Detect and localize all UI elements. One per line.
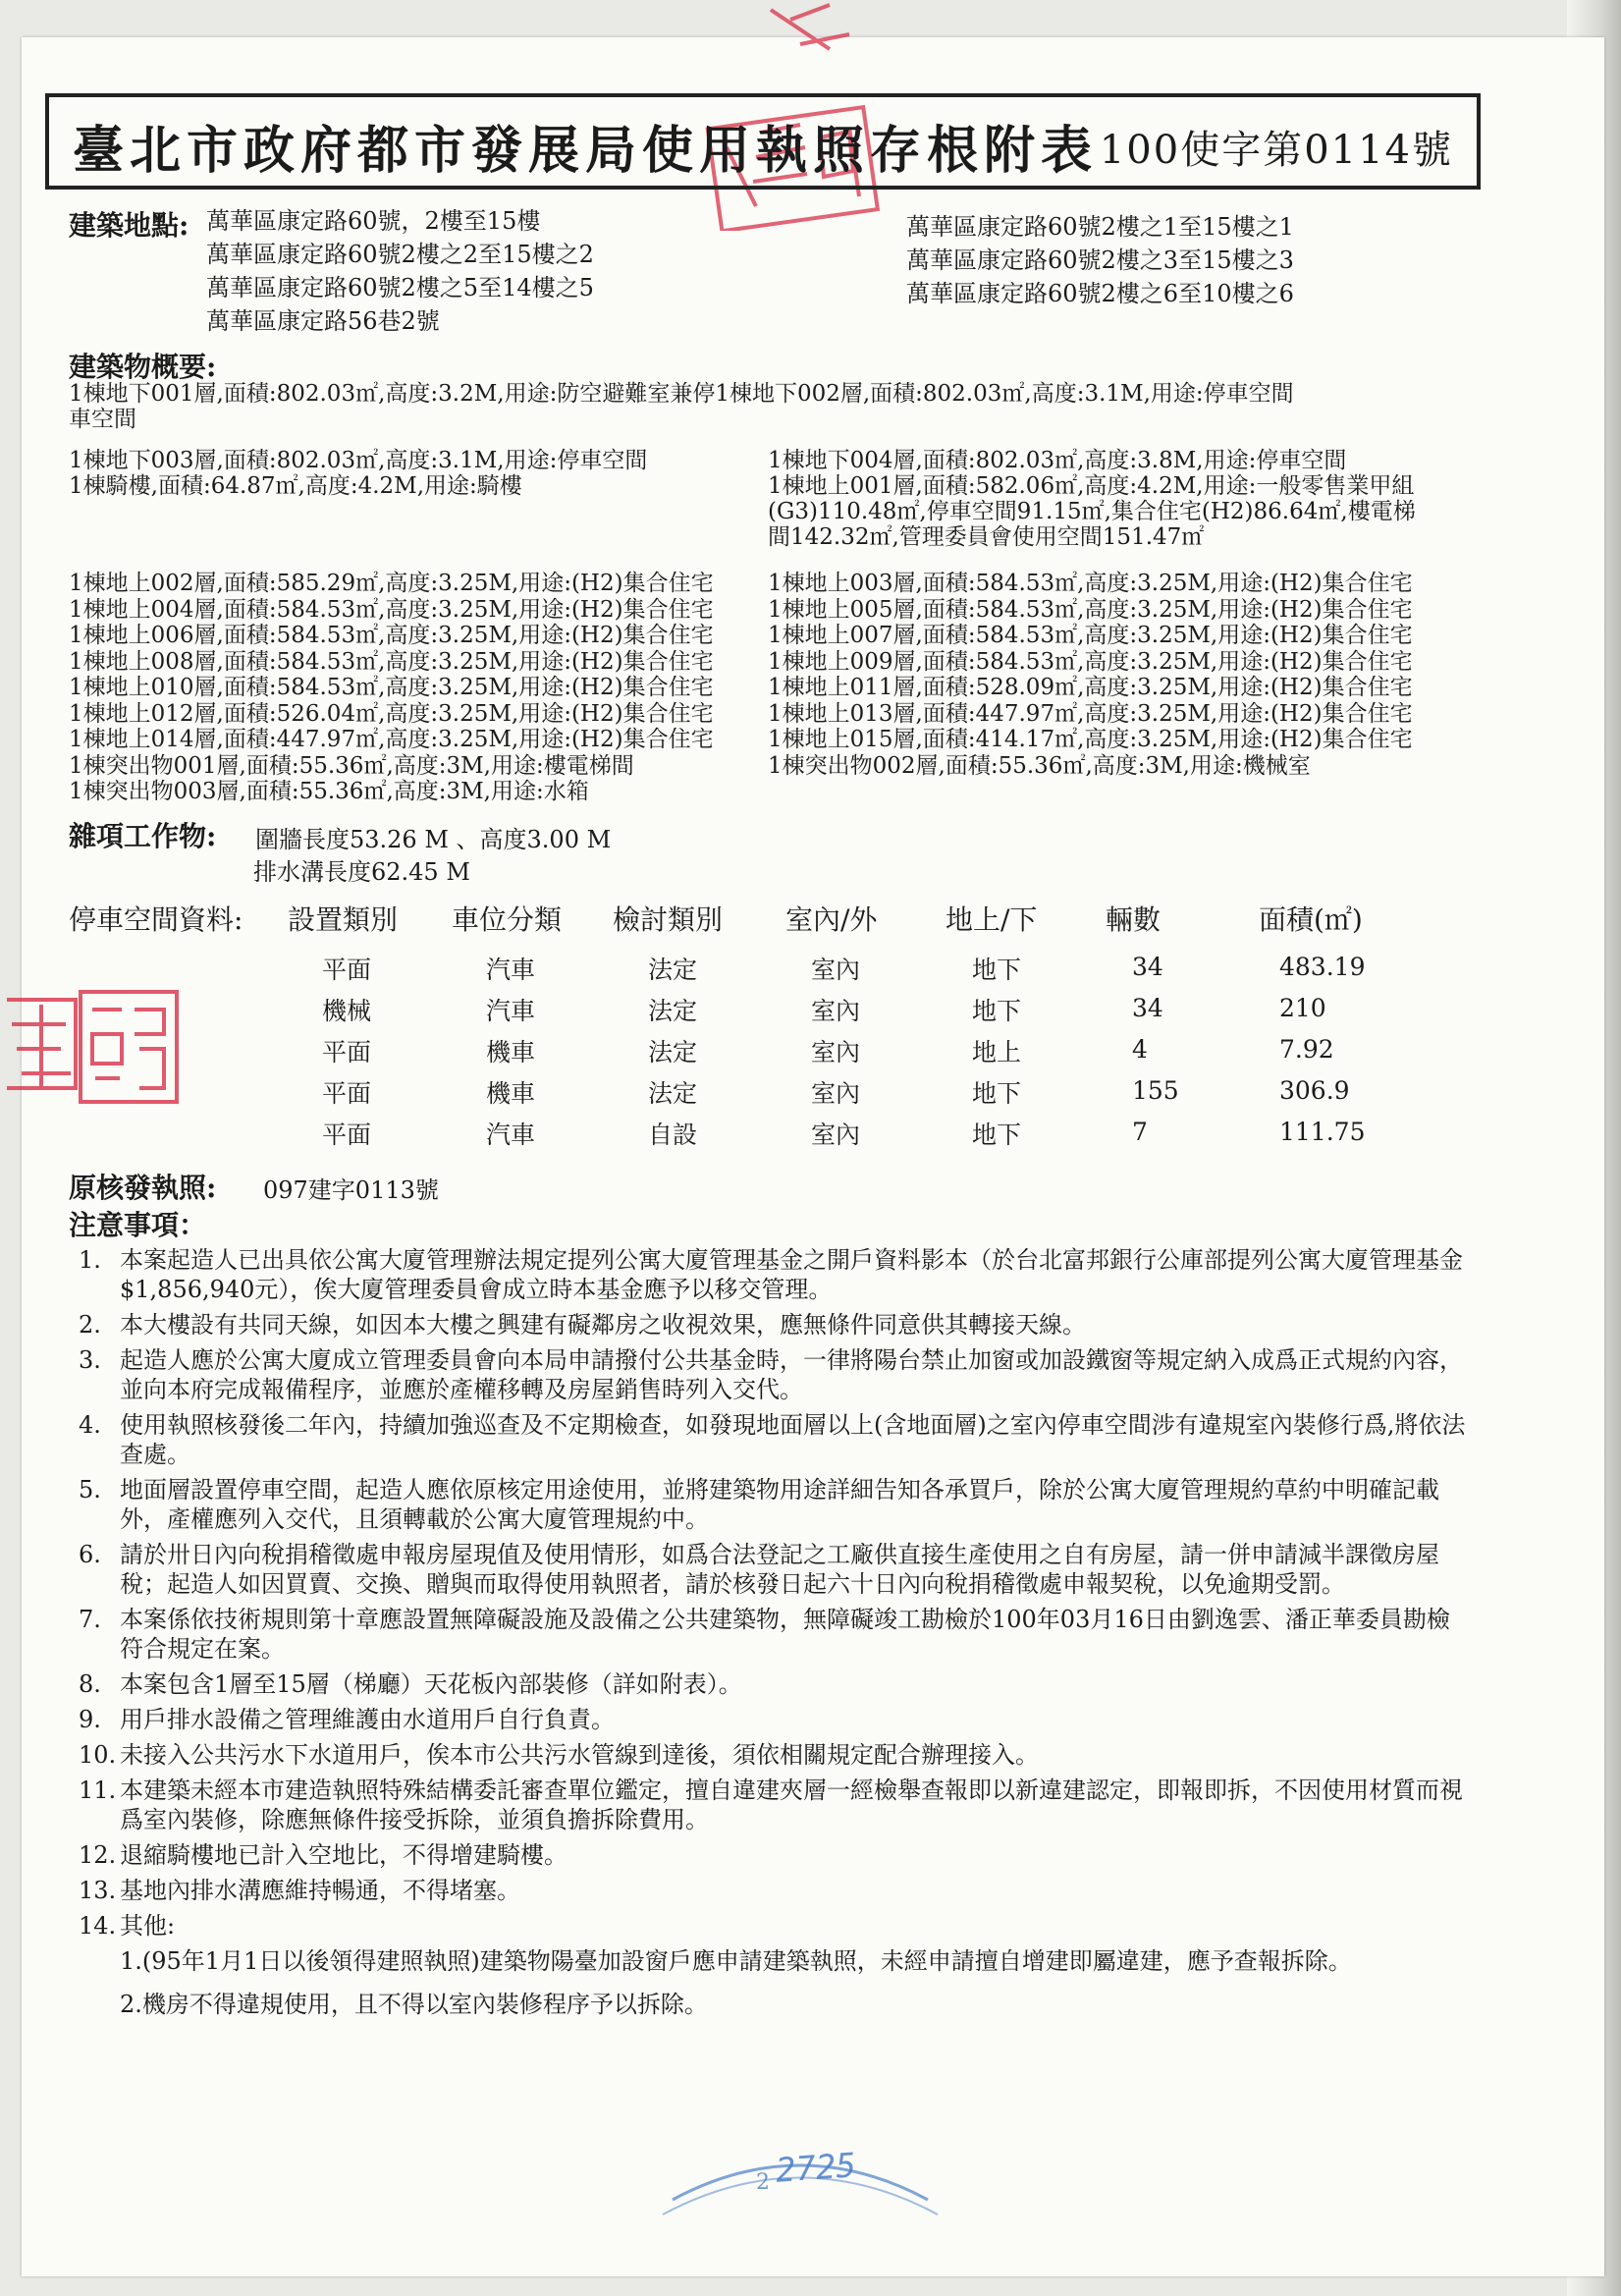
parking-cell: 室內 — [811, 1038, 861, 1066]
parking-header: 面積(㎡) — [1259, 903, 1363, 936]
blue-stamp-number: 2725 — [774, 2146, 858, 2191]
note-item: 11. 本建築未經本市建造執照特殊結構委託審查單位鑑定，擅自違建夾層一經檢舉查報即以新違建認定，即報即拆，不因使用材質而視爲室內裝修，除應無條件接受拆除，並須負擔拆除費用。 — [79, 1777, 1463, 1833]
building-line: 1棟突出物003層,面積:55.36㎡,高度:3M,用途:水箱 — [69, 779, 589, 804]
parking-cell: 306.9 — [1279, 1076, 1350, 1105]
note-item: 13. 基地內排水溝應維持暢通，不得堵塞。 — [79, 1877, 520, 1904]
building-line: 1棟地上011層,面積:528.09㎡,高度:3.25M,用途:(H2)集合住宅 — [768, 675, 1413, 700]
site-label: 建築地點: — [69, 209, 189, 242]
parking-cell: 483.19 — [1279, 953, 1366, 981]
parking-header: 車位分類 — [452, 903, 563, 936]
building-line: 1棟地上005層,面積:584.53㎡,高度:3.25M,用途:(H2)集合住宅 — [768, 596, 1413, 623]
building-left-a — [69, 448, 647, 499]
permit-number: 100使字第0114號 — [1099, 128, 1453, 173]
note-sub-item: 2.機房不得違規使用，且不得以室內裝修程序予以拆除。 — [120, 1991, 708, 2018]
parking-cell: 汽車 — [486, 956, 536, 984]
building-label: 建築物概要: — [69, 351, 217, 383]
parking-header: 輛數 — [1106, 903, 1162, 936]
note-item: 1. 本案起造人已出具依公寓大廈管理辦法規定提列公寓大廈管理基金之開戶資料影本（於台北富邦銀行公庫部提列公寓大廈管理基金$1,856,940元），俟大廈管理委員會成立時本基金應予以移交管理。 — [79, 1246, 1463, 1303]
parking-cell: 機車 — [486, 1038, 536, 1066]
parking-header: 檢討類別 — [613, 903, 724, 936]
site-right-item: 萬華區康定路60號2樓之1至15樓之1 — [906, 213, 1294, 241]
building-line: (G3)110.48㎡,停車空間91.15㎡,集合住宅(H2)86.64㎡,樓電梯 — [768, 499, 1416, 524]
note-item: 7. 本案係依技術規則第十章應設置無障礙設施及設備之公共建築物，無障礙竣工勘檢於100年03月16日由劉逸雲、潘正華委員勘檢符合規定在案。 — [79, 1606, 1450, 1663]
site-right-item: 萬華區康定路60號2樓之6至10樓之6 — [906, 280, 1294, 307]
parking-cell: 210 — [1279, 994, 1326, 1022]
note-item: 10. 未接入公共污水下水道用戶，俟本市公共污水管線到達後，須依相關規定配合辦理接入。 — [79, 1741, 1039, 1769]
parking-cell: 機械 — [322, 997, 372, 1025]
site-left-item: 萬華區康定路60號2樓之2至15樓之2 — [206, 241, 594, 268]
page-mark: 2 — [756, 2170, 770, 2195]
building-line: 1棟突出物001層,面積:55.36㎡,高度:3M,用途:樓電梯間 — [69, 752, 634, 779]
parking-cell: 155 — [1132, 1076, 1179, 1105]
parking-cell: 4 — [1132, 1035, 1148, 1064]
building-line: 1棟地下003層,面積:802.03㎡,高度:3.1M,用途:停車空間 — [69, 448, 648, 473]
parking-cell: 平面 — [322, 956, 372, 984]
site-left-item: 萬華區康定路56巷2號 — [206, 307, 440, 335]
parking-cell: 法定 — [648, 997, 698, 1025]
parking-cell: 7 — [1132, 1118, 1148, 1146]
misc-works-line: 圍牆長度53.26 M 、高度3.00 M — [255, 826, 612, 853]
misc-works-label: 雜項工作物: — [69, 820, 217, 852]
building-line: 1棟地上004層,面積:584.53㎡,高度:3.25M,用途:(H2)集合住宅 — [69, 596, 714, 623]
parking-cell: 室內 — [811, 997, 861, 1025]
parking-cell: 室內 — [811, 1121, 861, 1149]
note-item: 14. 其他: — [79, 1912, 176, 1940]
parking-cell: 34 — [1132, 994, 1163, 1022]
building-left-b — [69, 571, 714, 805]
building-line: 車空間 — [69, 407, 136, 432]
site-left-list — [206, 204, 594, 338]
note-item: 3. 起造人應於公寓大廈成立管理委員會向本局申請撥付公共基金時，一律將陽台禁止加窗或加設鐵窗等規定納入成爲正式規約內容，並向本府完成報備程序，並應於產權移轉及房屋銷售時列入交代。 — [79, 1346, 1463, 1403]
note-item: 4. 使用執照核發後二年內，持續加強巡查及不定期檢查，如發現地面層以上(含地面層)之室內停車空間涉有違規室內裝修行爲,將依法查處。 — [79, 1411, 1466, 1468]
parking-cell: 機車 — [486, 1079, 536, 1108]
parking-cell: 平面 — [322, 1079, 372, 1108]
misc-works-line: 排水溝長度62.45 M — [253, 858, 470, 886]
building-line: 1棟地上013層,面積:447.97㎡,高度:3.25M,用途:(H2)集合住宅 — [768, 700, 1413, 727]
building-line: 1棟突出物002層,面積:55.36㎡,高度:3M,用途:機械室 — [768, 752, 1311, 779]
note-item: 5. 地面層設置停車空間，起造人應依原核定用途使用，並將建築物用途詳細告知各承買戶，除於公寓大廈管理規約草約中明確記載外，產權應列入交代，且須轉載於公寓大廈管理規約中。 — [79, 1476, 1439, 1533]
parking-cell: 地下 — [972, 1079, 1022, 1108]
parking-label: 停車空間資料: — [69, 903, 243, 936]
parking-cell: 地下 — [972, 997, 1022, 1025]
document-title: 臺北市政府都市發展局使用執照存根附表 — [73, 121, 1099, 181]
note-item: 12. 退縮騎樓地已計入空地比，不得增建騎樓。 — [79, 1841, 567, 1869]
note-sub-item: 1.(95年1月1日以後領得建照執照)建築物陽臺加設窗戶應申請建築執照，未經申請擅自增建即屬違建，應予查報拆除。 — [120, 1947, 1352, 1975]
parking-cell: 34 — [1132, 953, 1163, 981]
building-line: 1棟騎樓,面積:64.87㎡,高度:4.2M,用途:騎樓 — [69, 473, 522, 499]
parking-cell: 法定 — [648, 1079, 698, 1108]
building-line: 1棟地下001層,面積:802.03㎡,高度:3.2M,用途:防空避難室兼停1棟地下002層,面積:802.03㎡,高度:3.1M,用途:停車空間 — [69, 381, 1294, 407]
note-item: 9. 用戶排水設備之管理維護由水道用戶自行負責。 — [79, 1706, 615, 1733]
building-line: 1棟地上010層,面積:584.53㎡,高度:3.25M,用途:(H2)集合住宅 — [69, 675, 714, 700]
parking-cell: 室內 — [811, 956, 861, 984]
parking-cell: 111.75 — [1279, 1118, 1366, 1146]
building-line: 1棟地上008層,面積:584.53㎡,高度:3.25M,用途:(H2)集合住宅 — [69, 648, 714, 675]
title-box — [45, 93, 1481, 190]
parking-cell: 地下 — [972, 956, 1022, 984]
building-line: 1棟地上006層,面積:584.53㎡,高度:3.25M,用途:(H2)集合住宅 — [69, 623, 714, 648]
parking-header: 地上/下 — [946, 903, 1038, 936]
parking-header: 室內/外 — [785, 903, 878, 936]
note-item: 2. 本大樓設有共同天線，如因本大樓之興建有礙鄰房之收視效果，應無條件同意供其轉接天線。 — [79, 1311, 1086, 1339]
note-item: 6. 請於卅日內向稅捐稽徵處申報房屋現值及使用情形，如爲合法登記之工廠供直接生產使用之自有房屋，請一併申請減半課徵房屋稅；起造人如因買賣、交換、贈與而取得使用執照者，請於核發日起六十日內向稅捐稽徵處申報契稅，以免逾期受罰。 — [79, 1541, 1439, 1598]
building-right-b — [768, 571, 1413, 779]
parking-cell: 平面 — [322, 1038, 372, 1066]
building-line: 1棟地上009層,面積:584.53㎡,高度:3.25M,用途:(H2)集合住宅 — [768, 648, 1413, 675]
site-left-item: 萬華區康定路60號2樓之5至14樓之5 — [206, 274, 594, 301]
notes-list — [79, 1245, 1473, 2027]
building-line: 1棟地上015層,面積:414.17㎡,高度:3.25M,用途:(H2)集合住宅 — [768, 727, 1413, 752]
parking-header: 設置類別 — [288, 903, 399, 936]
parking-cell: 法定 — [648, 1038, 698, 1066]
building-line: 1棟地上012層,面積:526.04㎡,高度:3.25M,用途:(H2)集合住宅 — [69, 700, 714, 727]
building-line: 1棟地下004層,面積:802.03㎡,高度:3.8M,用途:停車空間 — [768, 448, 1347, 473]
parking-cell: 室內 — [811, 1079, 861, 1108]
building-line: 1棟地上003層,面積:584.53㎡,高度:3.25M,用途:(H2)集合住宅 — [768, 571, 1413, 596]
original-permit-value: 097建字0113號 — [263, 1176, 439, 1204]
red-seal-stamp-left — [2, 980, 184, 1113]
parking-cell: 汽車 — [486, 1121, 536, 1149]
parking-cell: 汽車 — [486, 997, 536, 1025]
parking-cell: 7.92 — [1279, 1035, 1334, 1064]
parking-cell: 地下 — [972, 1121, 1022, 1149]
note-item: 8. 本案包含1層至15層（梯廳）天花板內部裝修（詳如附表）。 — [79, 1670, 742, 1698]
site-right-item: 萬華區康定路60號2樓之3至15樓之3 — [906, 246, 1294, 274]
site-right-list — [906, 210, 1294, 310]
original-permit-label: 原核發執照: — [69, 1172, 217, 1204]
parking-cell: 自設 — [648, 1121, 698, 1149]
building-line: 1棟地上007層,面積:584.53㎡,高度:3.25M,用途:(H2)集合住宅 — [768, 623, 1413, 648]
building-top-lines — [69, 381, 1294, 432]
building-line: 1棟地上014層,面積:447.97㎡,高度:3.25M,用途:(H2)集合住宅 — [69, 727, 714, 752]
building-line: 1棟地上001層,面積:582.06㎡,高度:4.2M,用途:一般零售業甲組 — [768, 473, 1415, 499]
building-line: 1棟地上002層,面積:585.29㎡,高度:3.25M,用途:(H2)集合住宅 — [69, 571, 714, 596]
building-line: 間142.32㎡,管理委員會使用空間151.47㎡ — [768, 524, 1205, 550]
parking-cell: 法定 — [648, 956, 698, 984]
parking-cell: 地上 — [972, 1038, 1022, 1066]
notes-label: 注意事項： — [69, 1209, 207, 1241]
building-right-a — [768, 448, 1416, 550]
parking-cell: 平面 — [322, 1121, 372, 1149]
site-left-item: 萬華區康定路60號，2樓至15樓 — [206, 207, 541, 235]
